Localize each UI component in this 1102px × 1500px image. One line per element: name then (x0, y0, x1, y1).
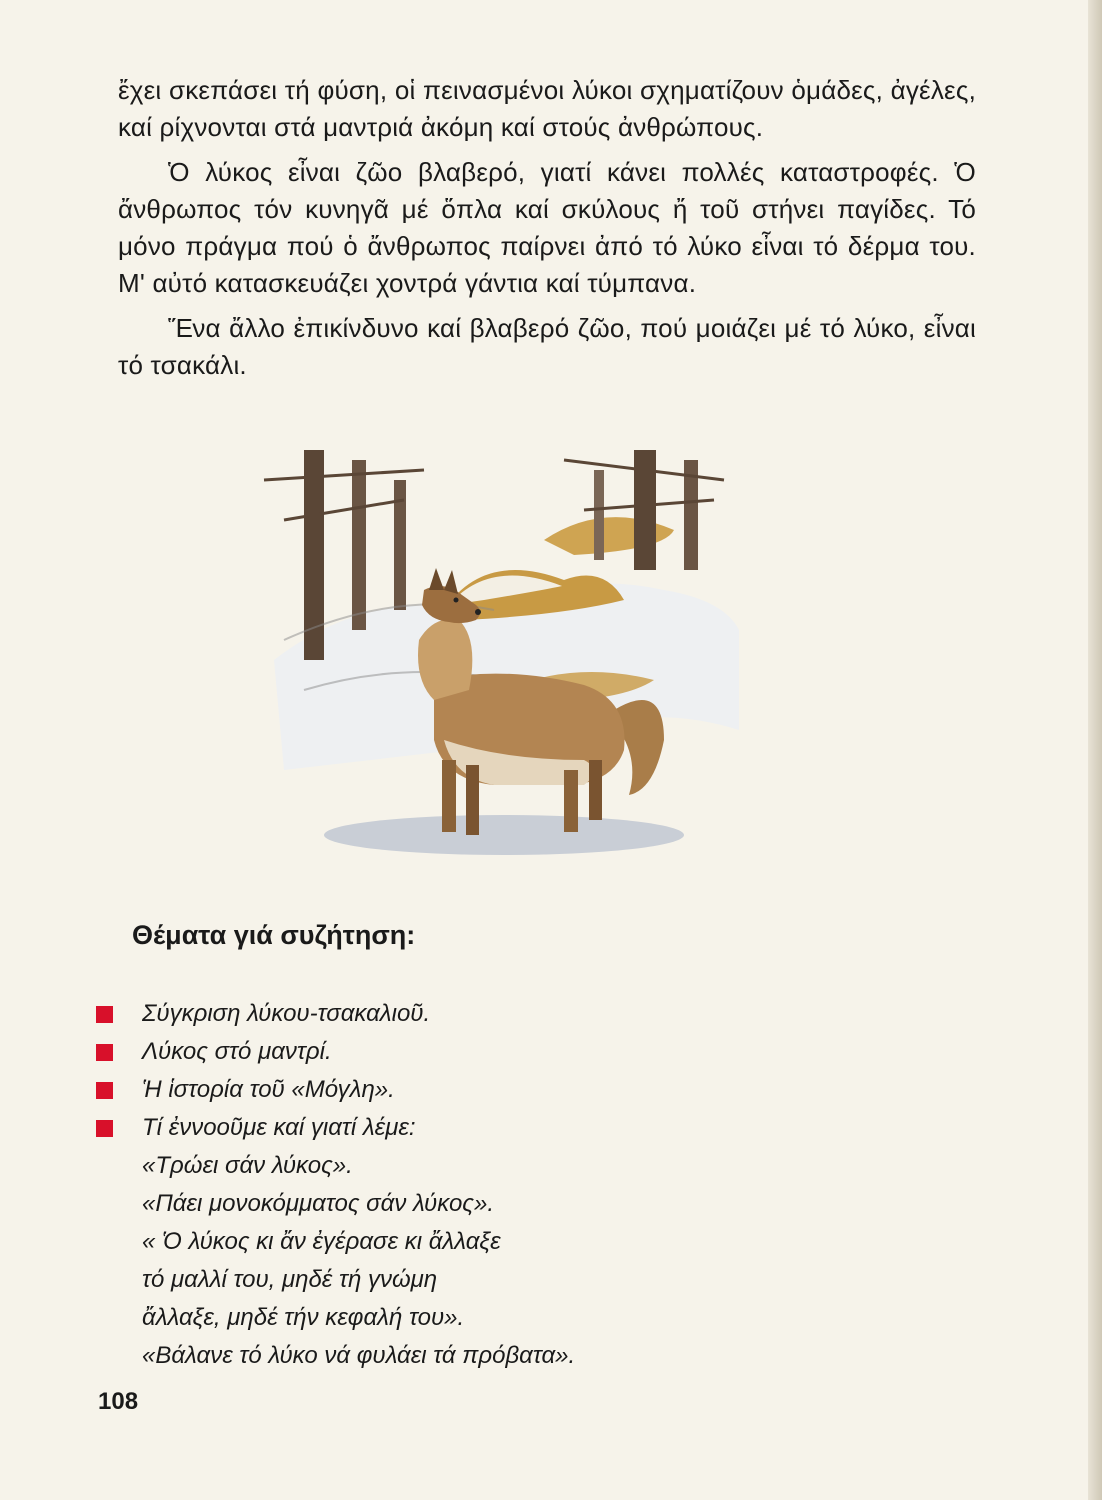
wolf-illustration (244, 440, 744, 870)
discussion-item (96, 995, 996, 1033)
paragraph-2: Ὁ λύκος εἶναι ζῶο βλαβερό, γιατί κάνει πολλές καταστροφές. Ὁ ἄνθρωπος τόν κυνηγᾶ μέ ὅπλα καί σκύλους ἤ τοῦ στήνει παγίδες. Τό μόνο πράγμα πού ὁ ἄνθρωπος παίρνει ἀπό τό λύκο εἶναι τό δέρμα του. Μ' αὐτό κατασκευάζει χοντρά γάντια καί τύμπανα. (118, 157, 976, 298)
discussion-section (96, 920, 996, 1375)
saying-line: «Βάλανε τό λύκο νά φυλάει τά πρόβατα». (142, 1342, 576, 1369)
discussion-item (96, 1109, 996, 1147)
discussion-item-text: Λύκος στό μαντρί. (142, 1038, 332, 1065)
saying-line: « Ὁ λύκος κι ἄν ἐγέρασε κι ἄλλαξε (142, 1228, 501, 1255)
saying-line: «Τρώει σάν λύκος». (142, 1152, 353, 1179)
discussion-item-text: Σύγκριση λύκου-τσακαλιοῦ. (142, 1000, 431, 1027)
paragraph-1: ἔχει σκεπάσει τή φύση, οἱ πεινασμένοι λύκοι σχηματίζουν ὁμάδες, ἀγέλες, καί ρίχνονται στά μαντριά ἀκόμη καί στούς ἀνθρώπους. (118, 75, 976, 142)
page-edge (1088, 0, 1102, 1500)
red-square-bullet-icon (96, 1120, 113, 1137)
red-square-bullet-icon (96, 1044, 113, 1061)
discussion-item-text: Ἡ ἱστορία τοῦ «Μόγλη». (142, 1076, 395, 1103)
saying-line: ἄλλαξε, μηδέ τήν κεφαλή του». (142, 1304, 465, 1331)
discussion-title: Θέματα γιά συζήτηση: (132, 920, 416, 950)
discussion-item (96, 1033, 996, 1071)
saying-line: τό μαλλί του, μηδέ τή γνώμη (142, 1266, 438, 1293)
page-number: 108 (98, 1388, 139, 1415)
discussion-item (96, 1071, 996, 1109)
red-square-bullet-icon (96, 1082, 113, 1099)
body-text (118, 72, 976, 392)
red-square-bullet-icon (96, 1006, 113, 1023)
paragraph-3: Ἕνα ἄλλο ἐπικίνδυνο καί βλαβερό ζῶο, πού μοιάζει μέ τό λύκο, εἶναι τό τσακάλι. (118, 313, 976, 380)
discussion-item-text: Τί ἐννοοῦμε καί γιατί λέμε: (142, 1114, 416, 1141)
saying-line: «Πάει μονοκόμματος σάν λύκος». (142, 1190, 494, 1217)
